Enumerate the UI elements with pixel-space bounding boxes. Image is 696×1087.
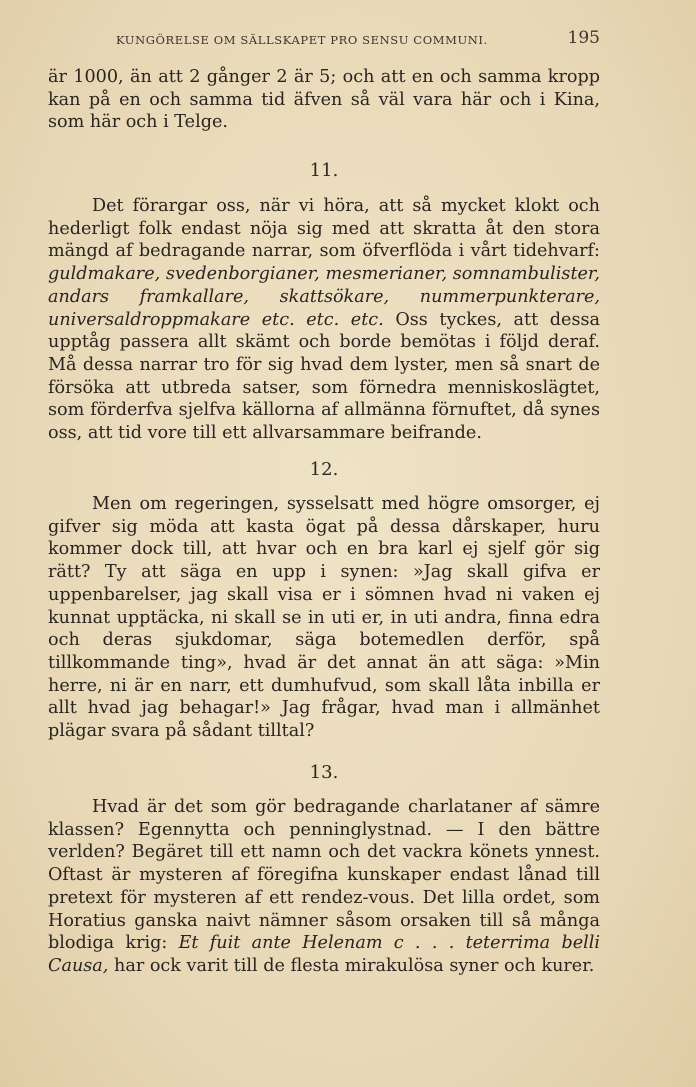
- book-page: [48, 0, 601, 976]
- section-12-body: [48, 493, 600, 743]
- section-13-body: [48, 796, 600, 978]
- section-heading-13: 13.: [309, 762, 339, 783]
- section-heading-12: 12.: [309, 459, 339, 480]
- section-11-text-b: Oss tyckes, att dessa upptåg passera allt skämt och borde bemötas i följd deraf. Må dessa narrar tro för sig hvad dem lyster, men så snart de försöka att utbreda satser, som förnedra menniskoslägtet, som förderfva sjelfva källorna af allmänna förnuftet, då synes oss, att tid vore till ett allvarsammare beifrande.: [48, 309, 600, 444]
- running-head: [48, 0, 600, 60]
- section-11-body: [48, 195, 600, 445]
- section-12-paragraph: Men om regeringen, sysselsatt med högre omsorger, ej gifver sig möda att kasta ögat på dessa dårskaper, huru kommer dock till, att hvar och en bra karl ej sjelf gör sig rätt? Ty att säga en upp i synen: »Jag skall gifva er uppenbarelser, jag skall visa er i sömnen hvad ni vaken ej kunnat upptäcka, ni skall se in uti er, in uti andra, finna edra och deras sjukdomar, säga botemedlen derför, spå tillkommande ting», hvad är det annat än att säga: »Min herre, ni är en narr, ett dumhufvud, som skall låta inbilla er allt hvad jag behagar!» Jag frågar, hvad man i allmänhet plägar svara på sådant tilltal?: [48, 494, 600, 742]
- section-13-text-a: Hvad är det som gör bedragande charlataner af sämre klassen? Egennytta och penninglystnad. — I den bättre verlden? Begäret till ett namn och det vackra könets ynnest. Oftast är mysteren af föregifna kunskaper endast lånad till pretext för mysteren af ett rendez-vous. Det lilla ordet, som Horatius ganska naivt nämner såsom orsaken till så många blodiga krig:: [48, 797, 600, 954]
- section-11-text-a: Det förargar oss, när vi höra, att så mycket klokt och hederligt folk endast nöja sig med att skratta åt den stora mängd af bedragande narrar, som öfverflöda i vårt tidehvarf:: [48, 196, 600, 262]
- section-11-paragraph: [48, 195, 600, 445]
- section-11-italic-list: guldmakare, svedenborgianer, mesmerianer, somnambulister, andars framkallare, skattsökare, nummerpunkterare, universaldroppmakare etc. etc. etc.: [48, 264, 600, 330]
- intro-paragraph-block: [48, 66, 600, 134]
- running-title: KUNGÖRELSE OM SÄLLSKAPET PRO SENSU COMMUNI.: [116, 33, 488, 47]
- section-13-italic-quote: Et fuit ante Helenam c . . . teterrima belli Causa,: [48, 933, 601, 976]
- page-number: 195: [567, 28, 600, 48]
- section-heading-11: 11.: [309, 160, 339, 181]
- section-13-text-b: har ock varit till de flesta mirakulösa syner och kurer.: [108, 955, 595, 976]
- section-13-paragraph: [48, 796, 600, 978]
- intro-paragraph: är 1000, än att 2 gånger 2 är 5; och att en och samma kropp kan på en och samma tid äfven så väl vara här och i Kina, som här och i Telge.: [48, 67, 600, 133]
